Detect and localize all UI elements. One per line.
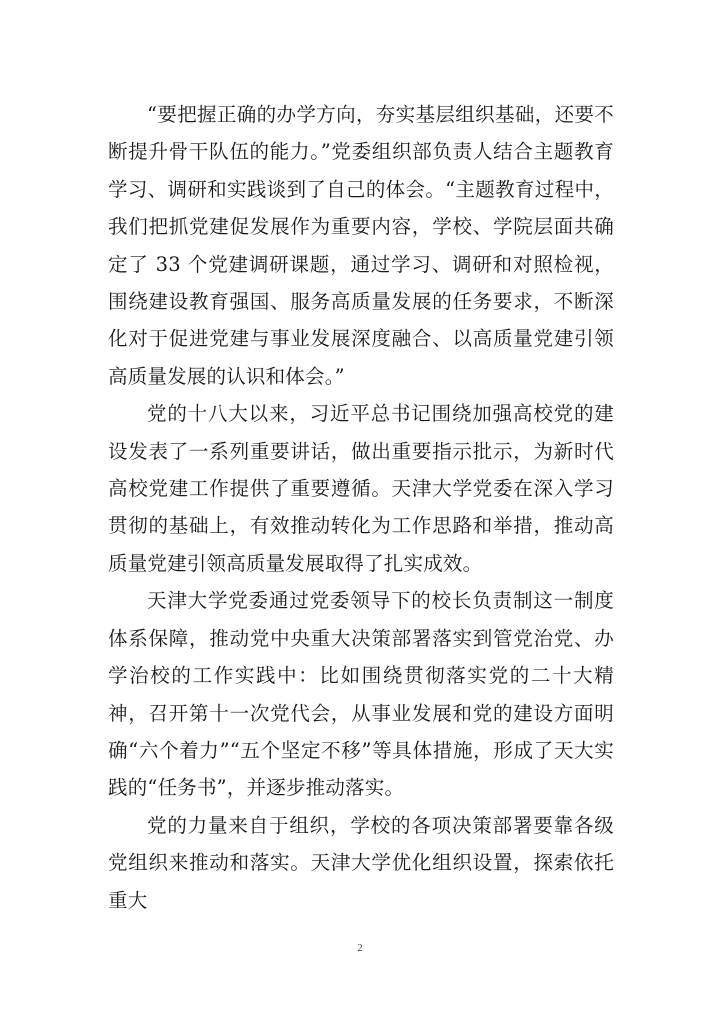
paragraph: “要把握正确的办学方向，夯实基层组织基础，还要不断提升骨干队伍的能力。”党委组织部负责人结合主题教育学习、调研和实践谈到了自己的体会。“主题教育过程中，我们把抓党建促发展作为重要内容，学校、学院层面共确定了 33 个党建调研课题，通过学习、调研和对照检视，围绕建设教育强国、服务高质量发展的任务要求，不断深化对于促进党建与事业发展深度融合、以高质量党建引领高质量发展的认识和体会。” — [108, 103, 614, 388]
body-text — [108, 96, 614, 919]
paragraph: 党的十八大以来，习近平总书记围绕加强高校党的建设发表了一系列重要讲话，做出重要指示批示，为新时代高校党建工作提供了重要遵循。天津大学党委在深入学习贯彻的基础上，有效推动转化为工作思路和举措，推动高质量党建引领高质量发展取得了扎实成效。 — [108, 402, 614, 575]
paragraph: 天津大学党委通过党委领导下的校长负责制这一制度体系保障，推动党中央重大决策部署落实到管党治党、办学治校的工作实践中：比如围绕贯彻落实党的二十大精神，召开第十一次党代会，从事业发展和党的建设方面明确“六个着力”“五个坚定不移”等具体措施，形成了天大实践的“任务书”，并逐步推动落实。 — [108, 589, 614, 800]
page-number: 2 — [357, 943, 363, 954]
paragraph: 党的力量来自于组织，学校的各项决策部署要靠各级党组织来推动和落实。天津大学优化组织设置，探索依托重大 — [108, 813, 614, 912]
